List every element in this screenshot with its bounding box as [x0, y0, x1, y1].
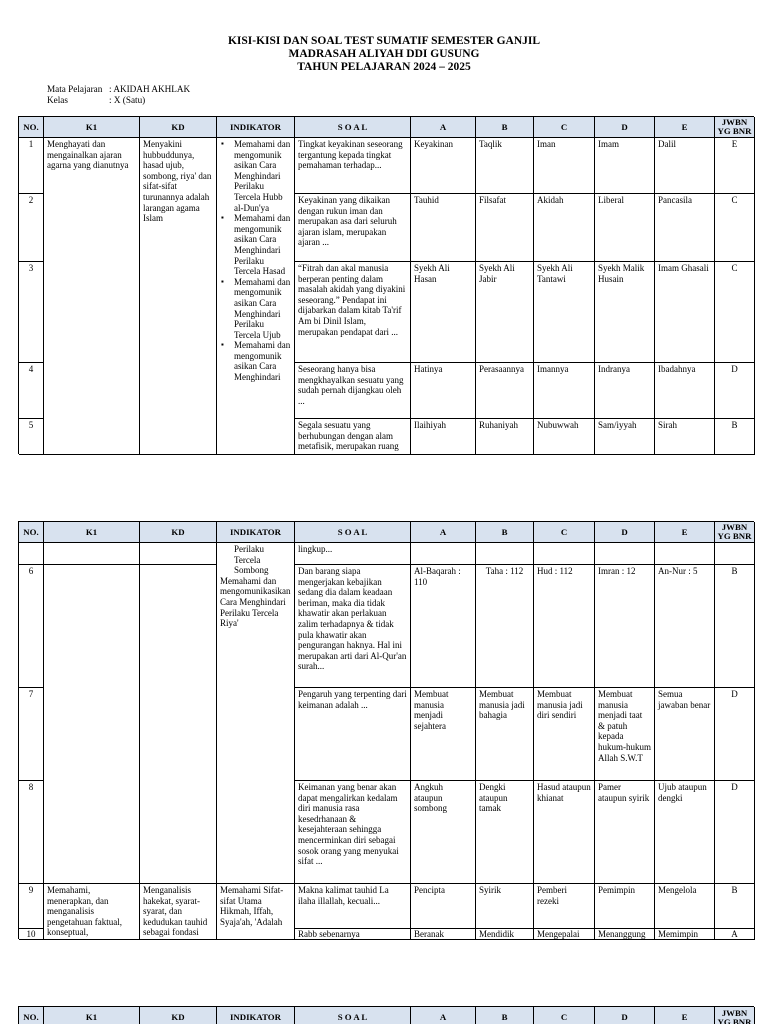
col-header-indikator: INDIKATOR: [217, 1007, 295, 1024]
col-header-soal: S O A L: [295, 117, 411, 138]
option-c: Iman: [534, 138, 595, 194]
option-d: Sam/iyyah: [595, 419, 655, 455]
col-header-c: C: [534, 1007, 595, 1024]
indikator-item: Memahami dan mengomunikasikan Cara Menghindari Perilaku Tercela Riya': [220, 575, 291, 629]
col-header-no: NO.: [19, 117, 44, 138]
option-e: Sirah: [655, 419, 715, 455]
indikator-cell: Memahami Sifat-sifat Utama Hikmah, Iffah, Syaja'ah, 'Adalah: [217, 884, 295, 940]
col-header-soal: S O A L: [295, 522, 411, 543]
option-d: Imran : 12: [595, 565, 655, 688]
question-text: Seseorang hanya bisa mengkhayalkan sesuatu yang sudah pernah dijangkau oleh ...: [295, 363, 411, 419]
row-number: 6: [19, 565, 44, 688]
option-a: Hatinya: [411, 363, 476, 419]
question-text: lingkup...: [295, 543, 411, 565]
k1-cell: [44, 565, 140, 884]
col-header-k1: K1: [44, 1007, 140, 1024]
col-header-d: D: [595, 117, 655, 138]
col-header-answer: JWBN YG BNR: [715, 1007, 755, 1024]
option-a: Beranak: [411, 929, 476, 940]
col-header-c: C: [534, 522, 595, 543]
option-a: Syekh Ali Hasan: [411, 262, 476, 363]
k1-cell: Menghayati dan mengainalkan ajaran agarna yang dianutnya: [44, 138, 140, 455]
answer-key: A: [715, 929, 755, 940]
option-a: Tauhid: [411, 194, 476, 262]
answer-key: D: [715, 688, 755, 781]
meta-class-label: Kelas: [47, 95, 68, 105]
option-b: Ruhaniyah: [476, 419, 534, 455]
option-b: Perasaannya: [476, 363, 534, 419]
option-d: Syekh Malik Husain: [595, 262, 655, 363]
question-text: Tingkat keyakinan seseorang tergantung kepada tingkat pemahaman terhadap...: [295, 138, 411, 194]
row-number: 5: [19, 419, 44, 455]
col-header-b: B: [476, 1007, 534, 1024]
option-a: Pencipta: [411, 884, 476, 929]
option-c: Pemberi rezeki: [534, 884, 595, 929]
row-number: 10: [19, 929, 44, 940]
col-header-a: A: [411, 117, 476, 138]
doc-title-line-3: TAHUN PELAJARAN 2024 – 2025: [297, 61, 471, 73]
col-header-answer: JWBN YG BNR: [715, 522, 755, 543]
answer-key: D: [715, 363, 755, 419]
option-c: Mengepalai: [534, 929, 595, 940]
option-b: Dengki ataupun tamak: [476, 781, 534, 884]
col-header-k1: K1: [44, 522, 140, 543]
indikator-item: Perilaku Tercela Sombong: [234, 544, 269, 576]
row-number: 4: [19, 363, 44, 419]
question-text: Segala sesuatu yang berhubungan dengan alam metafisik, merupakan ruang: [295, 419, 411, 455]
col-header-no: NO.: [19, 1007, 44, 1024]
meta-class-value: : X (Satu): [109, 95, 146, 105]
option-a: Ilaihiyah: [411, 419, 476, 455]
answer-key: B: [715, 565, 755, 688]
row-number: 3: [19, 262, 44, 363]
indikator-cell: [217, 543, 295, 884]
row-number: [19, 543, 44, 565]
option-c: Hud : 112: [534, 565, 595, 688]
option-e: Memimpin: [655, 929, 715, 940]
question-text: Keimanan yang benar akan dapat mengalirkan kedalam diri manusia rasa kesedrhanaan & kesejahteraan sehingga mencerminkan diri sebagai sosok orang yang menyukai sifat ...: [295, 781, 411, 884]
indikator-cell: [217, 138, 295, 455]
option-e: Ujub ataupun dengki: [655, 781, 715, 884]
col-header-no: NO.: [19, 522, 44, 543]
answer-key: B: [715, 884, 755, 929]
option-c: Imannya: [534, 363, 595, 419]
col-header-k1: K1: [44, 117, 140, 138]
option-e: [655, 543, 715, 565]
indikator-item: ▪ Memahami dan mengomunik asikan Cara Menghindari: [220, 340, 291, 382]
meta-subject: [47, 84, 190, 95]
col-header-answer: JWBN YG BNR: [715, 117, 755, 138]
option-b: [476, 543, 534, 565]
option-a: Keyakinan: [411, 138, 476, 194]
option-d: Pamer ataupun syirik: [595, 781, 655, 884]
col-header-kd: KD: [140, 117, 217, 138]
option-d: Pemimpin: [595, 884, 655, 929]
option-c: [534, 543, 595, 565]
option-a: Al-Baqarah : 110: [411, 565, 476, 688]
col-header-a: A: [411, 522, 476, 543]
row-number: 8: [19, 781, 44, 884]
row-number: 9: [19, 884, 44, 929]
col-header-e: E: [655, 1007, 715, 1024]
option-e: Semua jawaban benar: [655, 688, 715, 781]
option-e: Dalil: [655, 138, 715, 194]
option-a: Angkuh ataupun sombong: [411, 781, 476, 884]
col-header-kd: KD: [140, 1007, 217, 1024]
kd-cell: [140, 543, 217, 565]
option-e: Mengelola: [655, 884, 715, 929]
option-d: Membuat manusia menjadi taat & patuh kepada hukum-hukum Allah S.W.T: [595, 688, 655, 781]
answer-key: D: [715, 781, 755, 884]
kd-cell: [140, 565, 217, 884]
kisi-table-1: [18, 116, 754, 454]
col-header-d: D: [595, 1007, 655, 1024]
option-e: Imam Ghasali: [655, 262, 715, 363]
question-text: Rabb sebenarnya: [295, 929, 411, 940]
kisi-table-3: [18, 1006, 754, 1024]
option-b: Mendidik: [476, 929, 534, 940]
option-d: [595, 543, 655, 565]
option-d: Menanggung: [595, 929, 655, 940]
option-b: Syirik: [476, 884, 534, 929]
kd-cell: Menganalisis hakekat, syarat-syarat, dan kedudukan tauhid sebagai fondasi: [140, 884, 217, 940]
col-header-indikator: INDIKATOR: [217, 117, 295, 138]
option-b: Taha : 112: [476, 565, 534, 688]
question-text: Dan barang siapa mengerjakan kebajikan sedang dia dalam keadaan beriman, maka dia tidak khawatir akan perlakuan zalim terhadapnya & tidak pula khawatir akan pengurangan haknya. Hal ini merupakan arti dari Al-Qur'an surah...: [295, 565, 411, 688]
option-e: Ibadahnya: [655, 363, 715, 419]
option-d: Imam: [595, 138, 655, 194]
question-text: “Fitrah dan akal manusia berperan penting dalam masalah akidah yang diyakini seseorang.” Pendapat ini dijabarkan dalam kitab Ta'rif Am bi Dinil Islam, merupakan pendapat dari ...: [295, 262, 411, 363]
answer-key: E: [715, 138, 755, 194]
answer-key: B: [715, 419, 755, 455]
col-header-kd: KD: [140, 522, 217, 543]
doc-title-line-1: KISI-KISI DAN SOAL TEST SUMATIF SEMESTER GANJIL: [227, 35, 541, 47]
col-header-e: E: [655, 117, 715, 138]
kisi-table-2: [18, 521, 754, 939]
question-text: Pengaruh yang terpenting dari keimanan adalah ...: [295, 688, 411, 781]
row-number: 1: [19, 138, 44, 194]
doc-title-line-2: MADRASAH ALIYAH DDI GUSUNG: [288, 48, 480, 60]
col-header-a: A: [411, 1007, 476, 1024]
meta-subject-value: : AKIDAH AKHLAK: [109, 84, 191, 94]
question-text: Keyakinan yang dikaikan dengan rukun iman dan merupakan asa dari seluruh ajaran islam, merupakan ajaran ...: [295, 194, 411, 262]
option-e: An-Nur : 5: [655, 565, 715, 688]
option-c: Hasud ataupun khianat: [534, 781, 595, 884]
option-b: Filsafat: [476, 194, 534, 262]
option-d: Liberal: [595, 194, 655, 262]
option-a: Membuat manusia menjadi sejahtera: [411, 688, 476, 781]
option-c: Syekh Ali Tantawi: [534, 262, 595, 363]
option-b: Membuat manusia jadi bahagia: [476, 688, 534, 781]
row-number: 2: [19, 194, 44, 262]
col-header-d: D: [595, 522, 655, 543]
k1-cell: [44, 543, 140, 565]
answer-key: [715, 543, 755, 565]
option-d: Indranya: [595, 363, 655, 419]
meta-class: [47, 95, 145, 106]
col-header-e: E: [655, 522, 715, 543]
option-e: Pancasila: [655, 194, 715, 262]
kd-cell: Menyakini hubbuddunya, hasad ujub, sombong, riya' dan sifat-sifat turunannya adalah larangan agama Islam: [140, 138, 217, 455]
indikator-item: ▪ Memahami dan mengomunik asikan Cara Menghindari Perilaku Tercela Hasad: [220, 213, 291, 277]
col-header-b: B: [476, 522, 534, 543]
indikator-item: ▪ Memahami dan mengomunik asikan Cara Menghindari Perilaku Tercela Ujub: [220, 277, 291, 341]
row-number: 7: [19, 688, 44, 781]
answer-key: C: [715, 194, 755, 262]
answer-key: C: [715, 262, 755, 363]
col-header-b: B: [476, 117, 534, 138]
option-c: Akidah: [534, 194, 595, 262]
col-header-soal: S O A L: [295, 1007, 411, 1024]
option-a: [411, 543, 476, 565]
col-header-indikator: INDIKATOR: [217, 522, 295, 543]
k1-cell: Memahami, menerapkan, dan menganalisis pengetahuan faktual, konseptual,: [44, 884, 140, 940]
indikator-item: ▪ Memahami dan mengomunik asikan Cara Menghindari Perilaku Tercela Hubb al-Dun'ya: [220, 139, 291, 213]
option-c: Nubuwwah: [534, 419, 595, 455]
option-b: Taqlik: [476, 138, 534, 194]
col-header-c: C: [534, 117, 595, 138]
question-text: Makna kalimat tauhid La ilaha illallah, kecuali...: [295, 884, 411, 929]
option-c: Membuat manusia jadi diri sendiri: [534, 688, 595, 781]
meta-subject-label: Mata Pelajaran: [47, 84, 103, 94]
option-b: Syekh Ali Jabir: [476, 262, 534, 363]
